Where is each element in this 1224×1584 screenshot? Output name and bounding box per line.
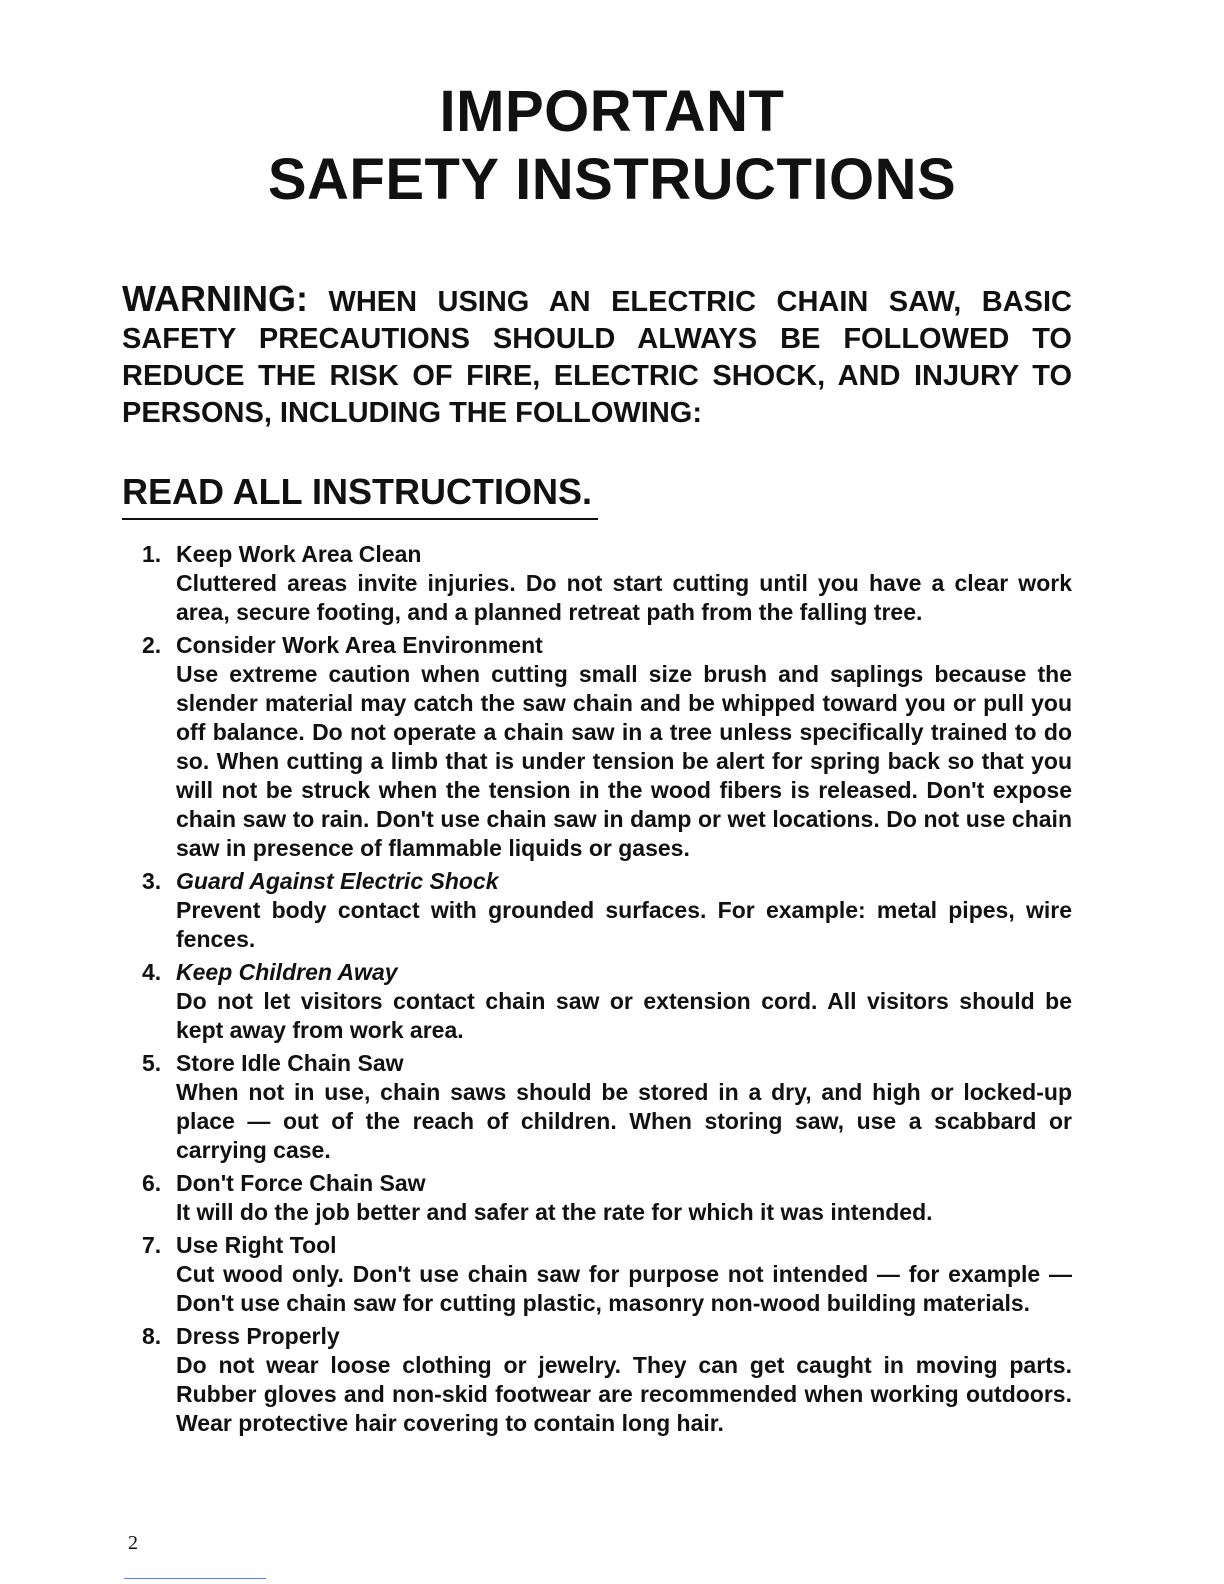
- page-title: [0, 78, 1224, 214]
- instruction-heading: Keep Work Area Clean: [176, 541, 422, 567]
- instruction-number: 6.: [142, 1170, 162, 1196]
- instruction-body: Do not let visitors contact chain saw or extension cord. All visitors should be kept away from work area.: [176, 988, 1072, 1043]
- instruction-body: Cluttered areas invite injuries. Do not start cutting until you have a clear work area, secure footing, and a planned retreat path from the falling tree.: [176, 570, 1072, 625]
- instruction-body: It will do the job better and safer at the rate for which it was intended.: [176, 1199, 933, 1225]
- instruction-number: 2.: [142, 632, 162, 658]
- instruction-heading: Use Right Tool: [176, 1232, 337, 1258]
- instruction-number: 1.: [142, 541, 162, 567]
- instruction-item: [122, 1169, 1072, 1227]
- instruction-item: [122, 867, 1072, 954]
- instruction-heading: Keep Children Away: [176, 959, 398, 985]
- instruction-item: [122, 631, 1072, 863]
- instruction-item: [122, 1322, 1072, 1438]
- warning-label: WARNING:: [122, 278, 308, 319]
- instruction-heading: Store Idle Chain Saw: [176, 1050, 404, 1076]
- instruction-number: 4.: [142, 959, 162, 985]
- footer-divider: [124, 1578, 266, 1579]
- read-all-heading: READ ALL INSTRUCTIONS.: [122, 470, 598, 520]
- instruction-body: Use extreme caution when cutting small size brush and saplings because the slender material may catch the saw chain and be whipped toward you or pull you off balance. Do not operate a chain saw in a tree unless specifically trained to do so. When cutting a limb that is under tension be alert for spring back so that you will not be struck when the tension in the wood fibers is released. Don't expose chain saw to rain. Don't use chain saw in damp or wet locations. Do not use chain saw in presence of flammable liquids or gases.: [176, 661, 1072, 861]
- instruction-item: [122, 958, 1072, 1045]
- instruction-body: Do not wear loose clothing or jewelry. They can get caught in moving parts. Rubber gloves and non-skid footwear are recommended when working outdoors. Wear protective hair covering to contain long hair.: [176, 1352, 1072, 1436]
- instruction-heading: Guard Against Electric Shock: [176, 868, 499, 894]
- instruction-item: [122, 1049, 1072, 1165]
- title-line-1: IMPORTANT: [439, 79, 785, 144]
- instruction-heading: Dress Properly: [176, 1323, 340, 1349]
- instruction-number: 5.: [142, 1050, 162, 1076]
- instruction-heading: Don't Force Chain Saw: [176, 1170, 426, 1196]
- instruction-heading: Consider Work Area Environment: [176, 632, 543, 658]
- warning-paragraph: [122, 280, 1072, 432]
- instruction-item: [122, 540, 1072, 627]
- page-number: 2: [128, 1532, 138, 1554]
- warning-text: WHEN USING AN ELECTRIC CHAIN SAW, BASIC SAFETY PRECAUTIONS SHOULD ALWAYS BE FOLLOWED TO REDUCE THE RISK OF FIRE, ELECTRIC SHOCK, AND INJURY TO PERSONS, INCLUDING THE FOLLOWING:: [122, 286, 1073, 429]
- instruction-body: Cut wood only. Don't use chain saw for purpose not intended — for example — Don't use chain saw for cutting plastic, masonry non-wood building materials.: [176, 1261, 1072, 1316]
- instruction-body: Prevent body contact with grounded surfaces. For example: metal pipes, wire fences.: [176, 897, 1072, 952]
- instruction-number: 8.: [142, 1323, 162, 1349]
- instruction-number: 7.: [142, 1232, 162, 1258]
- instruction-body: When not in use, chain saws should be stored in a dry, and high or locked-up place — out of the reach of children. When storing saw, use a scabbard or carrying case.: [176, 1079, 1072, 1163]
- instruction-list: [122, 540, 1072, 1442]
- title-line-2: SAFETY INSTRUCTIONS: [267, 147, 957, 212]
- instruction-item: [122, 1231, 1072, 1318]
- instruction-number: 3.: [142, 868, 162, 894]
